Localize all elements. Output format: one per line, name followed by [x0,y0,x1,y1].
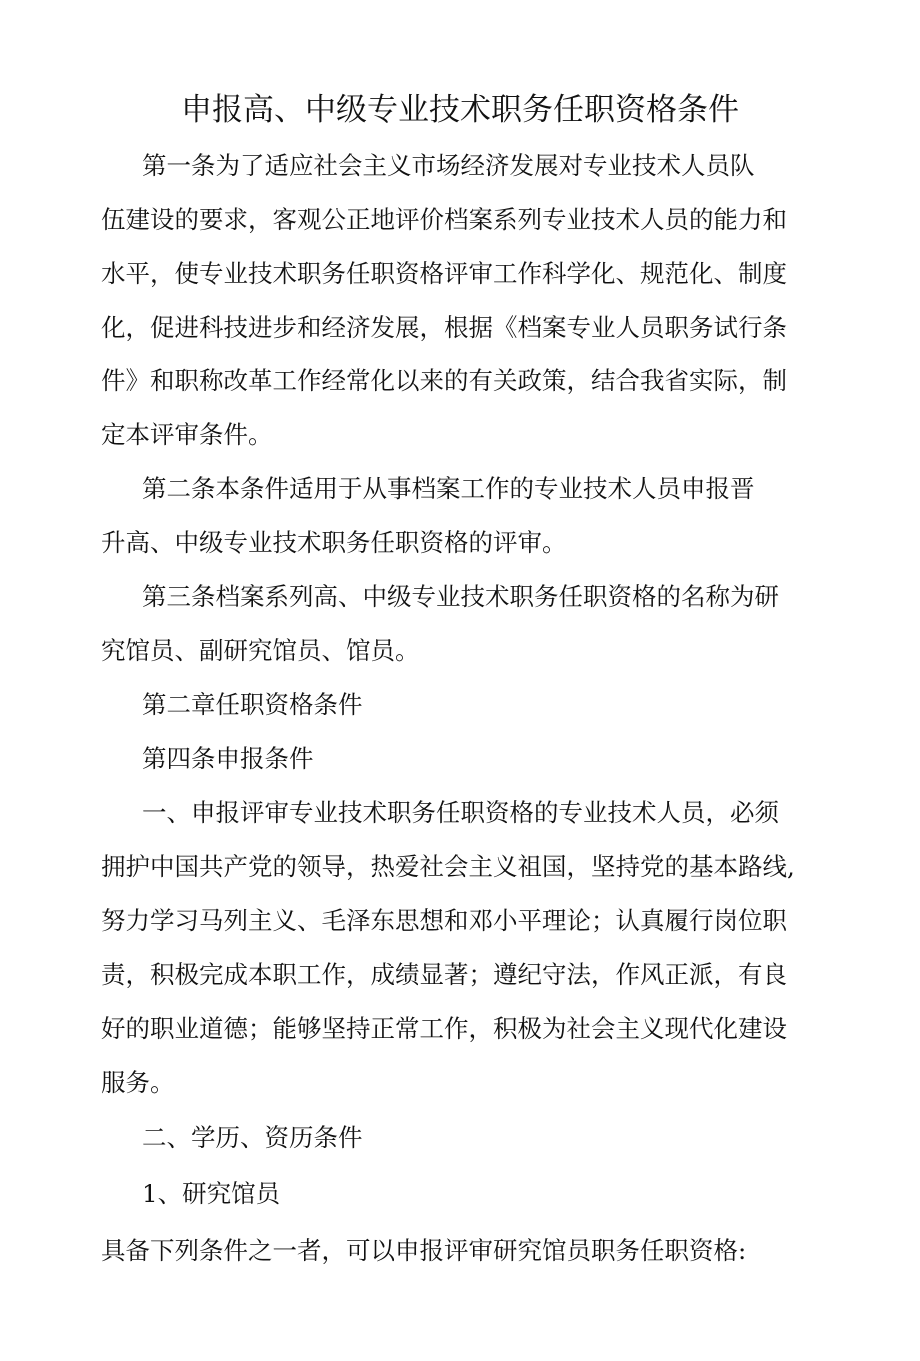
paragraph-line: 第二条本条件适用于从事档案工作的专业技术人员申报晋 [142,474,755,503]
article-heading: 第四条申报条件 [142,744,314,773]
paragraph-line: 化，促进科技进步和经济发展，根据《档案专业人员职务试行条 [101,313,787,342]
document-title: 申报高、中级专业技术职务任职资格条件 [181,92,739,128]
paragraph-line: 件》和职称改革工作经常化以来的有关政策，结合我省实际，制 [101,366,787,395]
paragraph-line: 一、申报评审专业技术职务任职资格的专业技术人员，必须 [142,798,779,827]
paragraph-line: 第一条为了适应社会主义市场经济发展对专业技术人员队 [142,151,755,180]
paragraph-line: 好的职业道德；能够坚持正常工作，积极为社会主义现代化建设 [101,1014,787,1043]
paragraph-line: 具备下列条件之一者，可以申报评审研究馆员职务任职资格: [101,1236,747,1265]
paragraph-line: 究馆员、副研究馆员、馆员。 [101,636,420,665]
chapter-heading: 第二章任职资格条件 [142,690,363,719]
paragraph-line: 定本评审条件。 [101,420,273,449]
paragraph-line: 第三条档案系列高、中级专业技术职务任职资格的名称为研 [142,582,779,611]
paragraph-line: 拥护中国共产党的领导，热爱社会主义祖国，坚持党的基本路线, [101,852,795,881]
paragraph-line: 升高、中级专业技术职务任职资格的评审。 [101,528,567,557]
paragraph-line: 责，积极完成本职工作，成绩显著；遵纪守法，作风正派，有良 [101,960,787,989]
paragraph-line: 服务。 [101,1068,175,1097]
paragraph-line: 努力学习马列主义、毛泽东思想和邓小平理论；认真履行岗位职 [101,906,787,935]
subsection-heading: 1、研究馆员 [142,1179,281,1208]
paragraph-line: 伍建设的要求，客观公正地评价档案系列专业技术人员的能力和 [101,205,787,234]
paragraph-line: 水平，使专业技术职务任职资格评审工作科学化、规范化、制度 [101,259,787,288]
section-heading: 二、学历、资历条件 [142,1123,363,1152]
